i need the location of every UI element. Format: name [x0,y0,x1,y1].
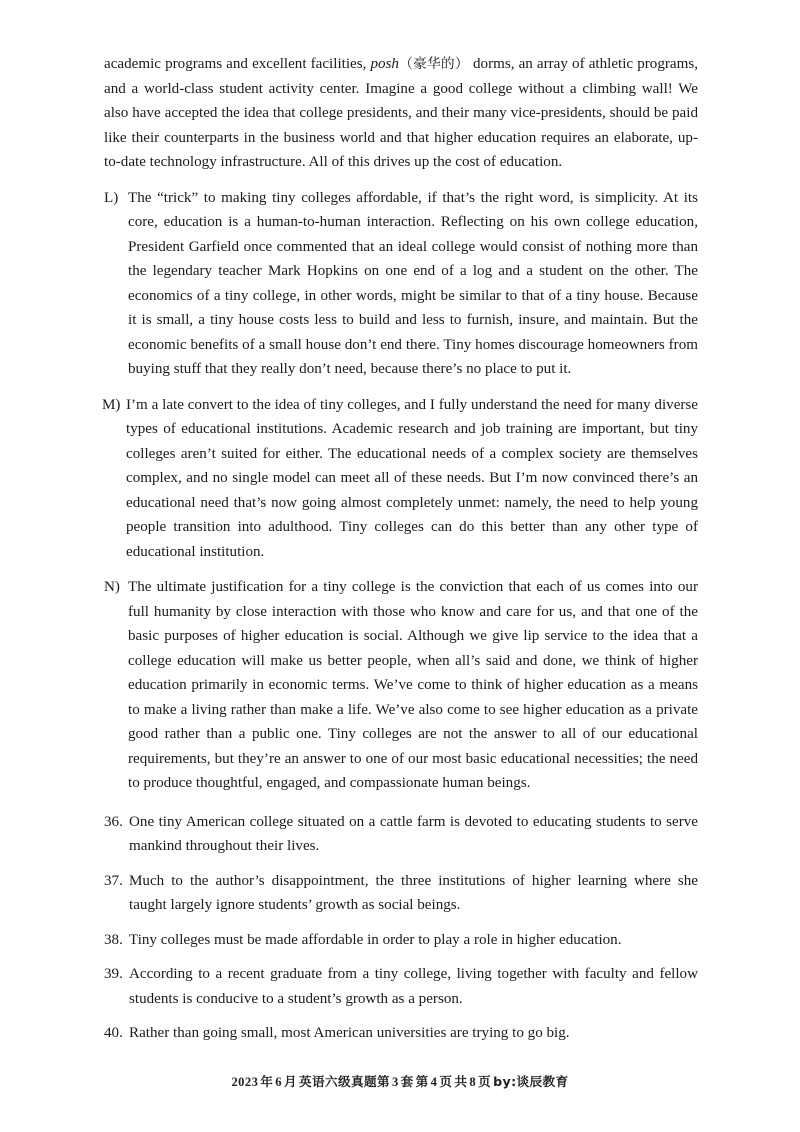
question-36-number: 36. [104,813,123,830]
question-item-38 [104,928,698,953]
footer-page-unit: 页 [439,1074,453,1089]
footer-page-number: 4 [430,1075,438,1089]
paragraph-M [104,393,698,565]
footer-year: 2023 [231,1075,259,1089]
page-content [104,52,698,1056]
footer-page-label: 第 [415,1074,429,1089]
paragraph-L [104,186,698,382]
footer-month: 6 [275,1075,282,1089]
footer-year-unit: 年 [260,1074,274,1089]
chinese-gloss: （豪华的） [398,56,469,72]
paragraph-continuation [104,52,698,175]
question-item-40 [104,1021,698,1046]
footer-credit: by:谈辰教育 [493,1074,569,1089]
question-38-number: 38. [104,931,123,948]
question-39-text: According to a recent graduate from a tiny college, living together with faculty and fellow students is conducive to a student’s growth as a person. [129,966,698,1007]
footer-total-unit: 页 [478,1074,492,1089]
question-40-text: Rather than going small, most American universities are trying to go big. [129,1025,570,1041]
question-item-37 [104,869,698,918]
footer-set-number: 3 [391,1075,399,1089]
question-37-text: Much to the author’s disappointment, the three institutions of higher learning where she taught largely ignore students’ growth as social beings. [129,872,698,913]
question-39-number: 39. [104,966,123,982]
paragraph-L-label: L) [104,189,119,206]
question-37-number: 37. [104,872,123,889]
paragraph-N-body: The ultimate justification for a tiny college is the conviction that each of us comes into our full humanity by close interaction with those who know and care for us, and that one of the basic purposes of higher education is social. Although we give lip service to the idea that a college education will make us better people, when all’s said and done, we think of higher education primarily in economic terms. We’ve come to think of higher education as a means to make a living rather than make a life. We’ve also come to see higher education as a private good rather than a public one. Tiny colleges are not the answer to all of our educational requirements, but they’re an answer to one of our most basic educational necessities; the need to produce thoughtful, engaged, and compassionate human beings. [128,579,698,791]
question-38-text: Tiny colleges must be made affordable in order to play a role in higher education. [129,931,622,948]
footer-month-unit: 月 [283,1074,297,1089]
paragraph-L-body: The “trick” to making tiny colleges affordable, if that’s the right word, is simplicity. At its core, education is a human-to-human interaction. Reflecting on his own college education, President Garfield once commented that an ideal college would consist of nothing more than the legendary teacher Mark Hopkins on one end of a log and a student on the other. The economics of a tiny college, in other words, might be similar to that of a tiny house. Because it is small, a tiny house costs less to build and less to furnish, insure, and maintain. But the economic benefits of a small house don’t end there. Tiny homes discourage homeowners from buying stuff that they really don’t need, because there’s no place to put it. [128,189,698,377]
footer-set-unit: 套 [400,1074,414,1089]
question-item-39 [104,962,698,1011]
paragraph-text-pre: academic programs and excellent facilities, [104,56,371,72]
paragraph-M-label: M) [102,396,121,413]
question-36-text: One tiny American college situated on a cattle farm is devoted to educating students to serve mankind throughout their lives. [129,813,698,854]
question-item-36 [104,810,698,859]
page-footer [0,1073,800,1091]
paragraph-M-body: I’m a late convert to the idea of tiny colleges, and I fully understand the need for many diverse types of educational institutions. Academic research and job training are important, but tiny colleges aren’t suited for either. The educational needs of a complex society are themselves complex, and no single model can meet all of these needs. But I’m now convinced there’s an educational need that’s now going almost completely unmet: namely, the need to help young people transition into adulthood. Tiny colleges can do this better than any other type of educational institution. [126,396,698,560]
paragraph-N-label: N) [104,579,120,595]
footer-exam-name: 英语六级真题第 [298,1074,390,1089]
paragraph-N [104,575,698,796]
question-40-number: 40. [104,1025,123,1041]
glossed-term-posh: posh [370,56,399,72]
footer-total-label: 共 [454,1074,468,1089]
footer-total-pages: 8 [469,1075,477,1089]
paragraph-text-post: dorms, an array of athletic programs, and a world-class student activity center. Imagine a good college without a climbing wall! We also have accepted the idea that college presidents, and their many vice-presidents, should be paid like their counterparts in the business world and that higher education requires an elaborate, up-to-date technology infrastructure. All of this drives up the cost of education. [104,56,698,170]
paragraph-continuation-body [104,52,698,175]
